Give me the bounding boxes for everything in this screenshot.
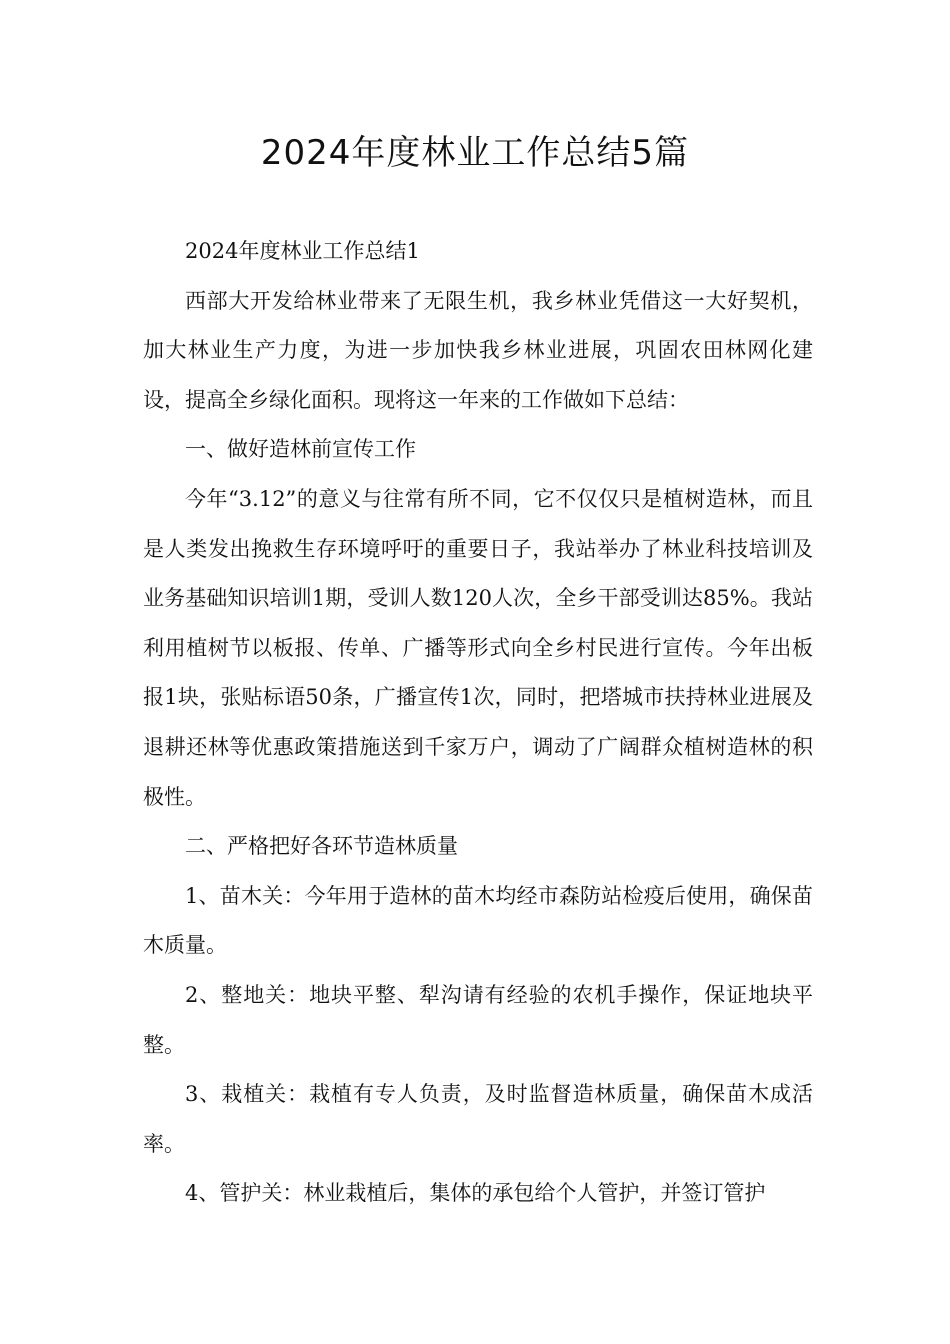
- list-item: 3、栽植关：栽植有专人负责，及时监督造林质量，确保苗木成活率。: [143, 1082, 813, 1156]
- document-body: [143, 227, 813, 1219]
- section-heading: 二、严格把好各环节造林质量: [185, 834, 458, 859]
- list-item: 1、苗木关：今年用于造林的苗木均经市森防站检疫后使用，确保苗木质量。: [143, 883, 813, 958]
- document-title: 2024年度林业工作总结5篇: [260, 133, 690, 173]
- section-heading: 2024年度林业工作总结1: [185, 239, 420, 263]
- section-heading: 一、做好造林前宣传工作: [185, 437, 416, 462]
- list-item: 2、整地关：地块平整、犁沟请有经验的农机手操作，保证地块平整。: [143, 982, 813, 1057]
- body-paragraph: 西部大开发给林业带来了无限生机，我乡林业凭借这一大好契机，加大林业生产力度，为进一步加快我乡林业进展，巩固农田林网化建设，提高全乡绿化面积。现将这一年来的工作做如下总结：: [143, 288, 813, 412]
- body-paragraph: 今年“3.12”的意义与往常有所不同，它不仅仅只是植树造林，而且是人类发出挽救生存环境呼吁的重要日子，我站举办了林业科技培训及业务基础知识培训1期，受训人数120人次，全乡干部受训达85%。我站利用植树节以板报、传单、广播等形式向全乡村民进行宣传。今年出板报1块，张贴标语50条，广播宣传1次，同时，把塔城市扶持林业进展及退耕还林等优惠政策措施送到千家万户，调动了广阔群众植树造林的积极性。: [143, 486, 813, 809]
- list-item: 4、管护关：林业栽植后，集体的承包给个人管护，并签订管护: [185, 1181, 766, 1206]
